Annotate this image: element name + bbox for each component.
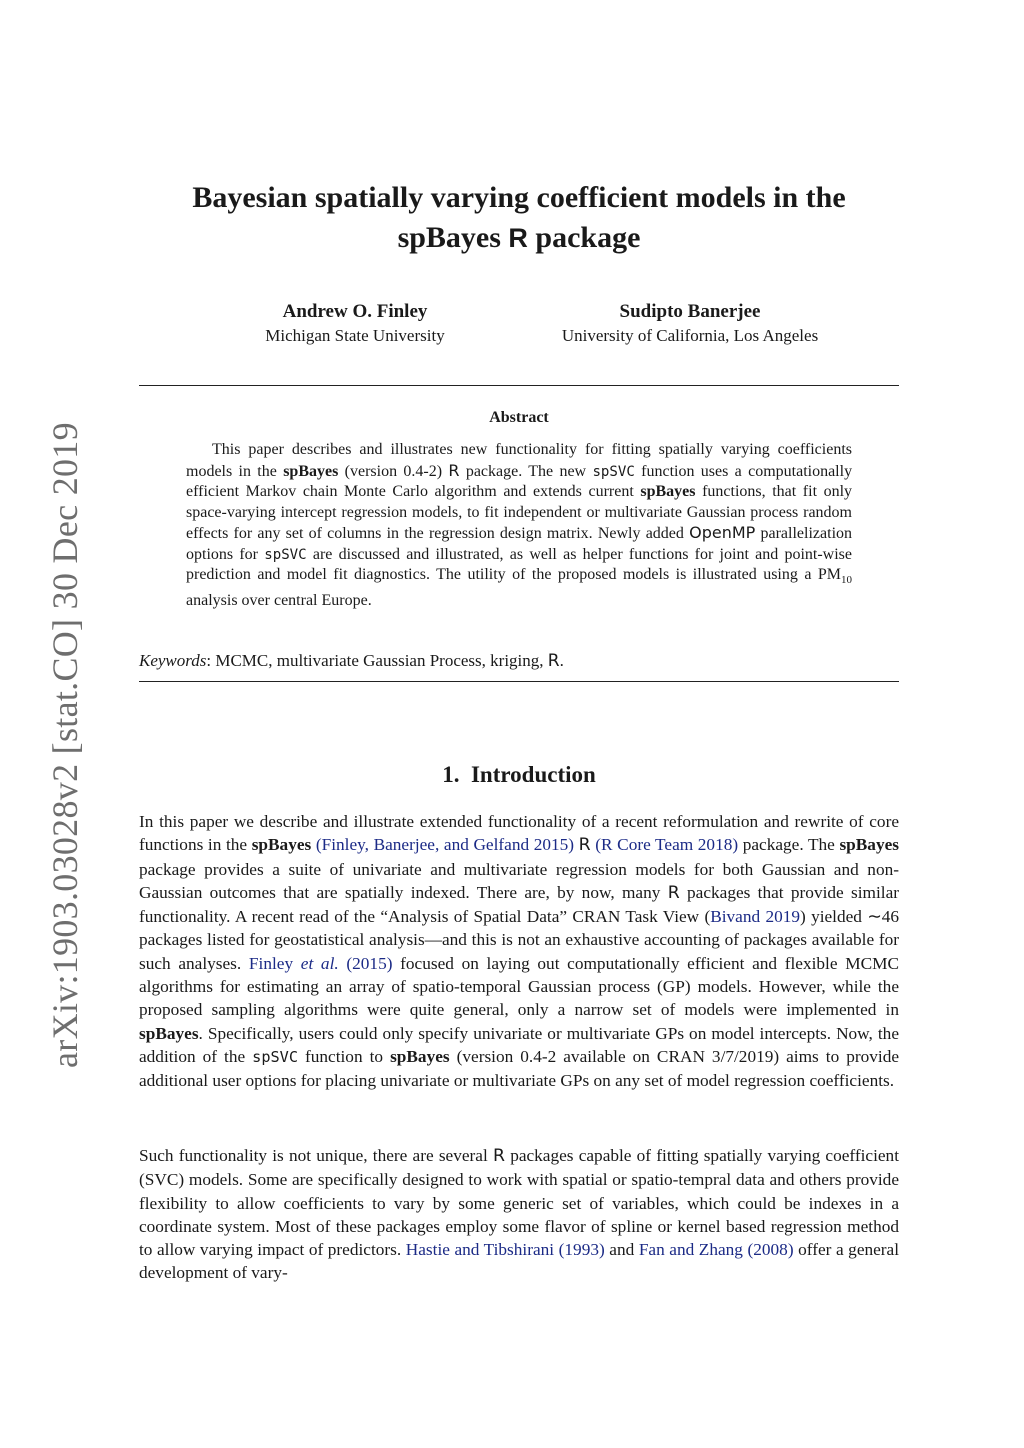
title-line-1: Bayesian spatially varying coefficient models in the [192, 181, 846, 214]
section-heading: 1. Introduction [442, 762, 596, 787]
keywords: Keywords: MCMC, multivariate Gaussian Process, kriging, R. [139, 651, 564, 671]
keywords-label: Keywords [139, 651, 207, 670]
citation-link[interactable]: R Core Team 2018 [601, 835, 733, 855]
r-logo: R [578, 835, 591, 856]
code-spsvc: spSVC [592, 463, 635, 480]
r-logo: R [492, 1146, 505, 1166]
top-rule [139, 385, 899, 386]
spbayes-name: spBayes [139, 1023, 199, 1043]
author-name: Andrew O. Finley [282, 301, 428, 322]
author-block-2 [520, 300, 860, 348]
citation-link[interactable]: Fan and Zhang (2008) [638, 1240, 794, 1260]
author-affiliation: Michigan State University [265, 326, 445, 345]
title-r-logo: R [508, 223, 528, 253]
citation-link[interactable]: Finley, Banerjee, and Gelfand 2015 [321, 835, 569, 855]
spbayes-name: spBayes [640, 483, 696, 500]
r-logo: R [448, 460, 460, 480]
arxiv-identifier-stamp: arXiv:1903.03028v2 [stat.CO] 30 Dec 2019 [45, 422, 85, 1068]
author-name: Sudipto Banerjee [619, 301, 761, 322]
intro-paragraph-2: Such functionality is not unique, there are several R packages capable of fitting spatially varying coefficient (SVC) models. Some are specifically designed to work with spatial or spatio-tempral data and others provide flexibility to allow coefficients to vary by some generic set of variables, which could be indexes in a coordinate system. Most of these packages employ some flavor of spline or kernel based regression method to allow varying impact of predictors. Hastie and Tibshirani (1993) and Fan and Zhang (2008) offer a general development of vary- [139, 1146, 900, 1283]
author-block-1 [200, 300, 510, 348]
citation-link[interactable]: Finley et al. (2015) [248, 953, 393, 973]
citation-link[interactable]: Hastie and Tibshirani (1993) [405, 1240, 605, 1260]
paper-title [100, 178, 938, 258]
title-spbayes: spBayes [397, 221, 501, 254]
r-logo: R [547, 651, 560, 671]
r-logo: R [667, 882, 680, 903]
code-spsvc: spSVC [252, 1047, 298, 1066]
code-spsvc: spSVC [264, 546, 307, 563]
spbayes-name: spBayes [390, 1046, 450, 1066]
spbayes-name: spBayes [251, 835, 312, 855]
spbayes-name: spBayes [283, 462, 339, 480]
abstract-heading: Abstract [489, 409, 549, 426]
openmp-name: OpenMP [689, 523, 756, 542]
title-line-2 [100, 218, 938, 258]
author-affiliation: University of California, Los Angeles [561, 326, 819, 345]
citation-link[interactable]: Bivand 2019 [710, 907, 801, 927]
spbayes-name: spBayes [839, 835, 899, 855]
abstract-body: This paper describes and illustrates new functionality for fitting spatially varying coefficients models in the spBayes (version 0.4-2) R package. The new spSVC function uses a computationally efficient Markov chain Monte Carlo algorithm and extends current spBayes functions, that fit only space-varying intercept regression models, to fit independent or multivariate Gaussian process random effects for any set of columns in the regression design matrix. Newly added OpenMP parallelization options for spSVC are discussed and illustrated, as well as helper functions for joint and point-wise prediction and model fit diagnostics. The utility of the proposed models is illustrated using a $PM_{10}$ analysis over central Europe. [186, 441, 853, 609]
bottom-rule [139, 681, 899, 682]
title-package: package [535, 221, 641, 254]
intro-paragraph-1: In this paper we describe and illustrate extended functionality of a recent reformulation and rewrite of core functions in the spBayes (Finley, Banerjee, and Gelfand 2015) R (R Core Team 2018) package. The spBayes package provides a suite of univariate and multivariate regression models for both Gaussian and non-Gaussian outcomes that are spatially indexed. There are, by now, many R packages that provide similar functionality. A recent read of the “Analysis of Spatial Data” CRAN Task View (Bivand 2019) yielded ∼46 packages listed for geostatistical analysis—and this is not an exhaustive accounting of packages available for such analyses. Finley et al. (2015) focused on laying out computationally efficient and flexible MCMC algorithms for estimating an array of spatio-temporal Gaussian process (GP) models. However, while the proposed sampling algorithms were quite general, only a narrow set of models were implemented in spBayes. Specifically, users could only specify univariate or multivariate GPs on model intercepts. Now, the addition of the spSVC function to spBayes (version 0.4-2 available on CRAN 3/7/2019) aims to provide additional user options for placing univariate or multivariate GPs on any set of model regression coefficients. [139, 812, 900, 1091]
